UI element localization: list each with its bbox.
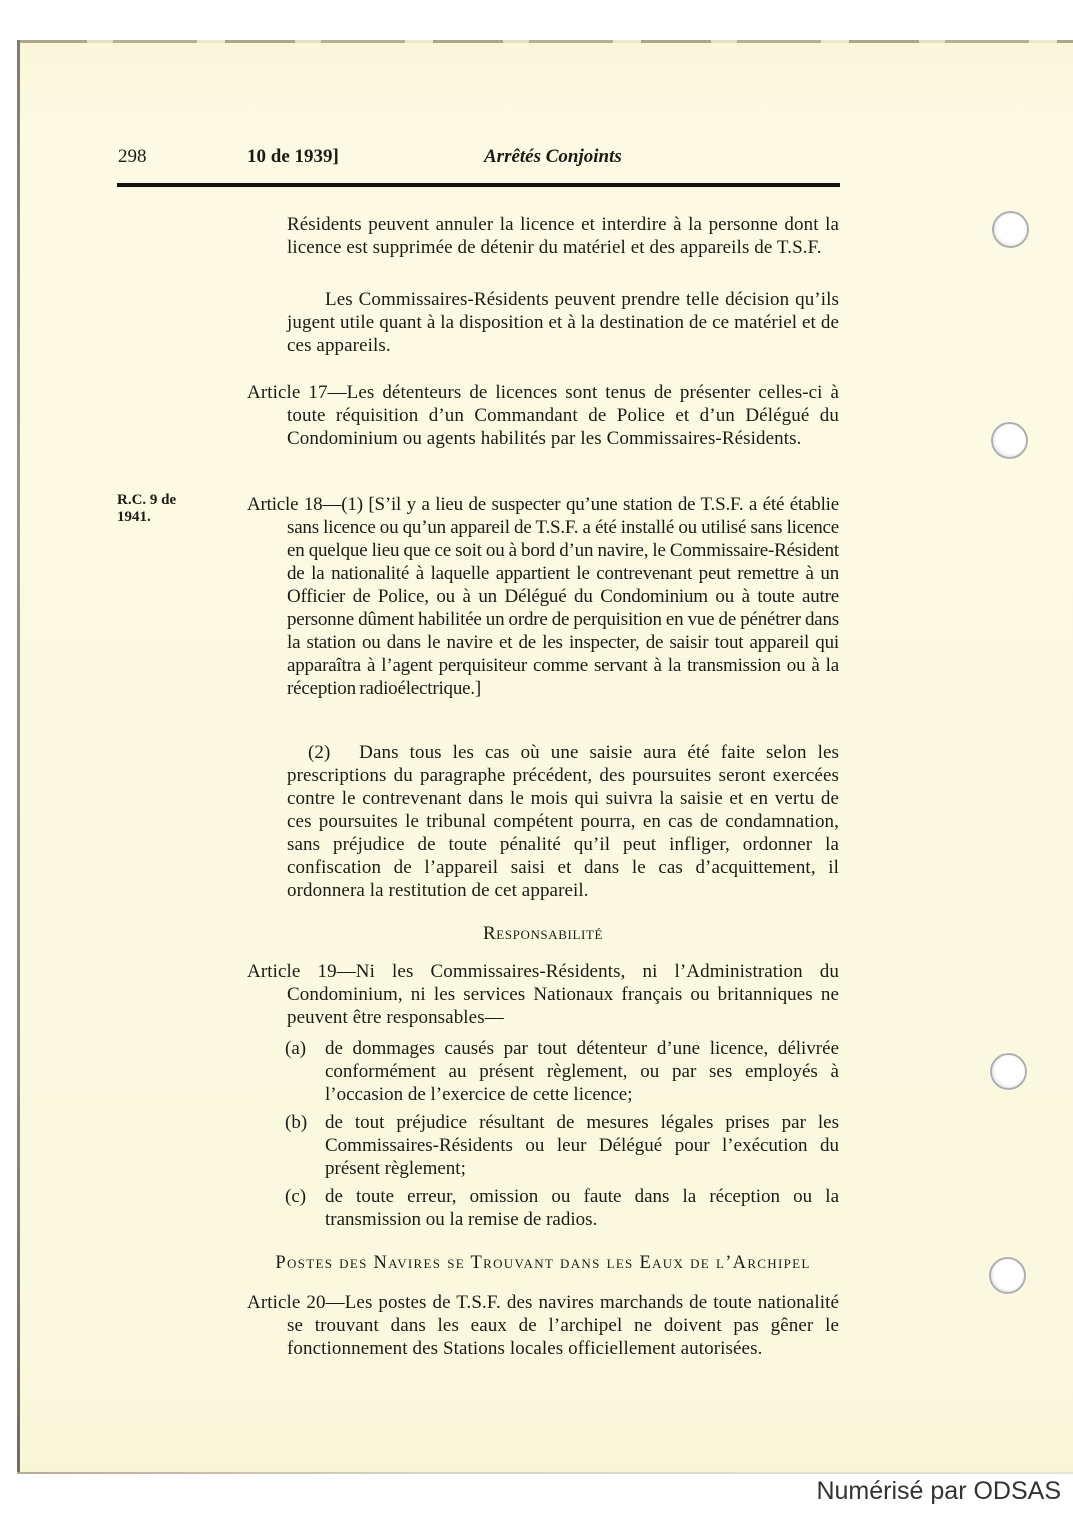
margin-note-line1: R.C. 9 de [117, 492, 177, 508]
docket-ref: 10 de 1939] [247, 146, 339, 167]
list-marker-b: (b) [285, 1112, 308, 1133]
article-18-para-2: (2) Dans tous les cas où une saisie aura été faite selon les prescriptions du paragraphe précédent, des poursuites seront exercées contre le contrevenant dans le mois qui suivra la saisie et en vertu de ces poursuites le tribunal compétent pourra, en cas de condamnation, sans préjudice de toute pénalité qu’il peut infliger, ordonner la confiscation de l’appareil saisi et dans le cas d’acquittement, il ordonnera la restitution de cet appareil. [287, 742, 839, 901]
list-marker-a: (a) [285, 1038, 307, 1059]
list-item-a [247, 1037, 839, 1106]
list-item-c [247, 1185, 839, 1231]
list-text-b: de tout préjudice résultant de mesures légales prises par les Commissaires-Résidents ou leur Délégué pour l’exécution du présent règlement; [325, 1112, 839, 1179]
punch-hole-1 [992, 211, 1029, 248]
list-text-c: de toute erreur, omission ou faute dans la réception ou la transmission ou la remise de radios. [325, 1186, 839, 1230]
punch-hole-2 [991, 422, 1028, 459]
list-marker-c: (c) [285, 1186, 307, 1207]
margin-note-line2: 1941. [117, 509, 151, 525]
paragraph-decision: Les Commissaires-Résidents peuvent prendre telle décision qu’ils jugent utile quant à la disposition et à la destination de ce matériel et de ces appareils. [287, 289, 839, 356]
scan-credit: Numérisé par ODSAS [816, 1477, 1061, 1505]
section-heading-postes-navires: Postes des Navires se Trouvant dans les Eaux de l’Archipel [275, 1253, 811, 1273]
article-19: Article 19—Ni les Commissaires-Résidents, ni l’Administration du Condominium, ni les services Nationaux français ou britanniques ne peuvent être responsables— [247, 961, 839, 1028]
punch-hole-3 [990, 1053, 1027, 1090]
article-17: Article 17—Les détenteurs de licences sont tenus de présenter celles-ci à toute réquisition d’un Commandant de Police et d’un Délégué du Condominium ou agents habilités par les Commissaires-Résidents. [247, 382, 839, 449]
list-text-a: de dommages causés par tout détenteur d’une licence, délivrée conformément au présent règlement, ou par ses employés à l’occasion de l’exercice de cette licence; [325, 1038, 839, 1105]
running-title: Arrêtés Conjoints [484, 146, 622, 167]
article-18-para-1: Article 18—(1) [S’il y a lieu de suspecter qu’une station de T.S.F. a été établie sans licence ou qu’un appareil de T.S.F. a été installé ou utilisé sans licence en quelque lieu que ce soit ou à bord d’un navire, le Commissaire-Résident de la nationalité à laquelle appartient le contrevenant peut remettre à un Officier de Police, ou à un Délégué du Condominium ou à toute autre personne dûment habilitée un ordre de perquisition en vue de pénétrer dans la station ou dans le navire et de les inspecter, de saisir tout appareil qui apparaîtra à l’agent perquisiteur comme servant à la transmission ou à la réception radioélectrique.] [247, 494, 839, 699]
header-rule [117, 183, 840, 187]
section-heading-responsabilite: Responsabilité [482, 923, 604, 944]
page-number: 298 [118, 146, 147, 167]
paragraph-residents: Résidents peuvent annuler la licence et interdire à la personne dont la licence est supprimée de détenir du matériel et des appareils de T.S.F. [287, 214, 839, 258]
article-20: Article 20—Les postes de T.S.F. des navires marchands de toute nationalité se trouvant dans les eaux de l’archipel ne doivent pas gêner le fonctionnement des Stations locales officiellement autorisées. [247, 1292, 839, 1359]
scan-edge-bottom [17, 1472, 1073, 1474]
scan-edge-top [17, 40, 1073, 43]
margin-note [117, 492, 232, 526]
list-item-b [247, 1111, 839, 1180]
punch-hole-4 [989, 1257, 1026, 1294]
scan-edge-left [17, 40, 20, 1474]
